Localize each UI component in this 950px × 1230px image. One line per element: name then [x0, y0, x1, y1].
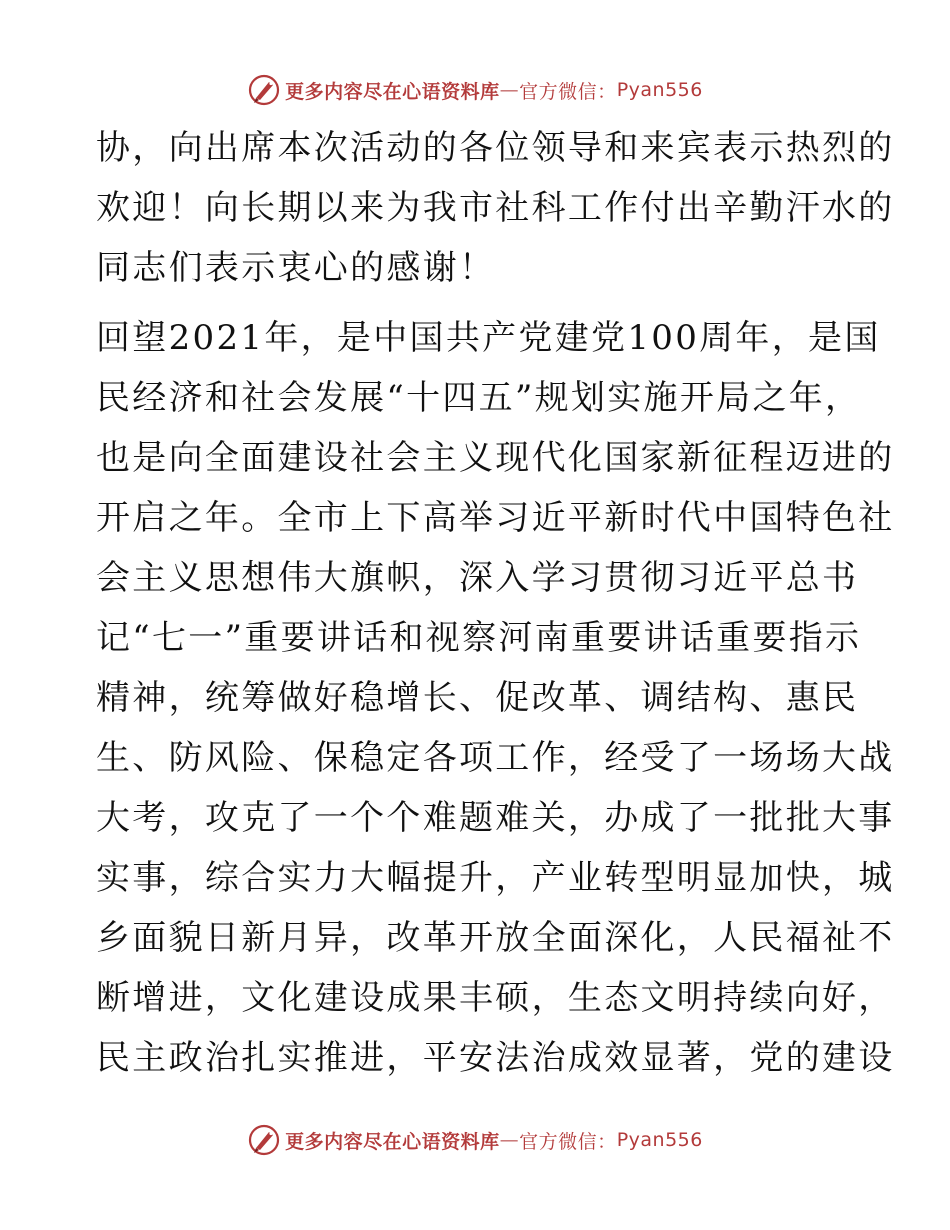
- pen-logo-icon: [247, 73, 281, 107]
- banner-separator: —: [499, 79, 520, 101]
- text-line: 精神，统筹做好稳增长、促改革、调结构、惠民: [96, 678, 859, 718]
- text-line: 民经济和社会发展“十四五”规划实施开局之年，: [96, 378, 862, 418]
- document-body: [96, 118, 895, 1088]
- text-line: 也是向全面建设社会主义现代化国家新征程迈进的: [96, 438, 895, 478]
- banner-wechat-label: 官方微信：: [519, 1130, 617, 1153]
- text-line: 断增进，文化建设成果丰硕，生态文明持续向好，: [96, 978, 895, 1018]
- banner-separator: —: [499, 1129, 520, 1151]
- text-line: 大考，攻克了一个个难题难关，办成了一批批大事: [96, 798, 895, 838]
- text-line: 实事，综合实力大幅提升，产业转型明显加快，城: [96, 858, 895, 898]
- text-line: 记“七一”重要讲话和视察河南重要讲话重要指示: [96, 618, 862, 658]
- text-line: 同志们表示衷心的感谢！: [96, 248, 496, 288]
- footer-banner: [0, 1120, 950, 1160]
- banner-wechat-id: Pyan556: [616, 79, 703, 101]
- text-line: 协，向出席本次活动的各位领导和来宾表示热烈的: [96, 128, 895, 168]
- paragraph-2: [96, 308, 895, 1088]
- paragraph-1: [96, 118, 895, 298]
- pen-logo-icon: [247, 1123, 281, 1157]
- banner-title: 更多内容尽在心语资料库: [285, 1130, 500, 1153]
- text-line: 开启之年。全市上下高举习近平新时代中国特色社: [96, 498, 895, 538]
- banner-wechat-label: 官方微信：: [519, 80, 617, 103]
- text-line: 欢迎！向长期以来为我市社科工作付出辛勤汗水的: [96, 188, 895, 228]
- banner-wechat-id: Pyan556: [616, 1129, 703, 1151]
- text-line: 会主义思想伟大旗帜，深入学习贯彻习近平总书: [96, 558, 859, 598]
- text-line: 回望2021年，是中国共产党建党100周年，是国: [96, 318, 881, 358]
- text-line: 民主政治扎实推进，平安法治成效显著，党的建设: [96, 1038, 895, 1078]
- text-line: 乡面貌日新月异，改革开放全面深化，人民福祉不: [96, 918, 895, 958]
- banner-title: 更多内容尽在心语资料库: [285, 80, 500, 103]
- text-line: 生、防风险、保稳定各项工作，经受了一场场大战: [96, 738, 895, 778]
- header-banner: [0, 70, 950, 110]
